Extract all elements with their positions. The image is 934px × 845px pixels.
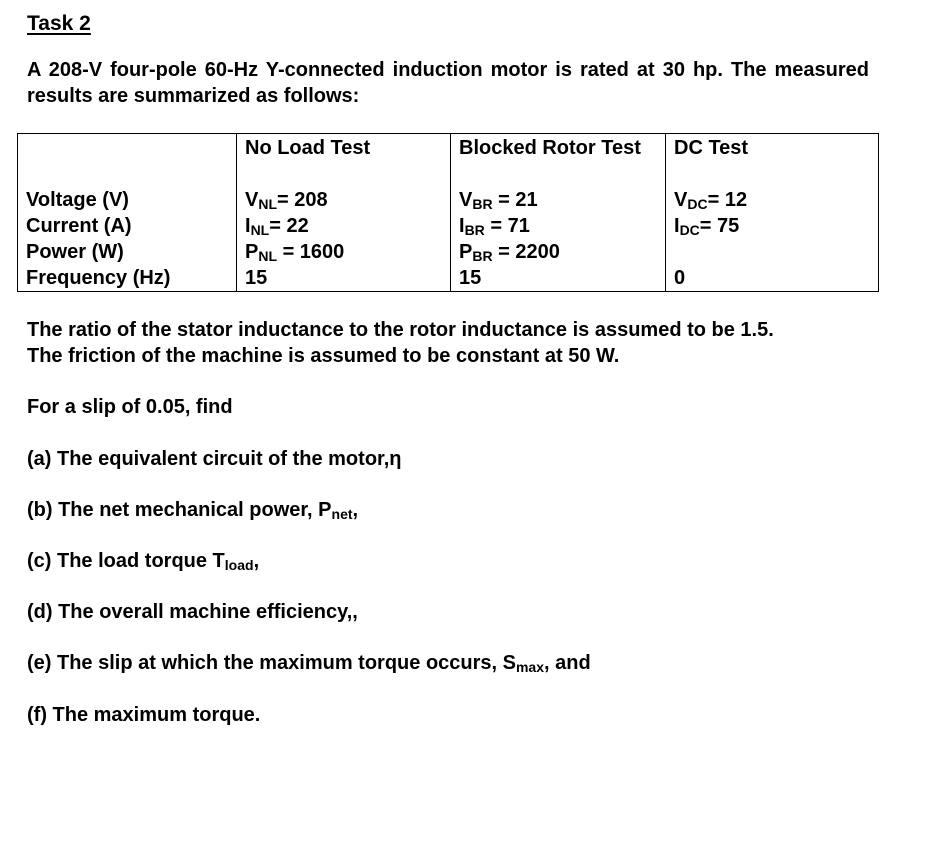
assumption-friction: The friction of the machine is assumed to be constant at 50 W. <box>27 345 620 367</box>
cell-fdc: 0 <box>666 265 879 292</box>
slip-prompt: For a slip of 0.05, find <box>27 396 233 418</box>
table-row-voltage <box>18 187 879 213</box>
cell-vdc: $V_{DC}= 12$ <box>666 187 879 213</box>
cell-vnl: $V_{NL}= 208$ <box>237 187 451 213</box>
question-e: (e) The slip at which the maximum torque occurs, $S_{max}$, and <box>27 652 591 675</box>
question-f: (f) The maximum torque. <box>27 704 261 726</box>
table-row-current <box>18 213 879 239</box>
row-label-power: Power (W) <box>18 239 237 265</box>
task-title: Task 2 <box>27 12 91 35</box>
cell-pnl: $P_{NL} = 1600$ <box>237 239 451 265</box>
row-label-voltage: Voltage (V) <box>18 187 237 213</box>
test-results-table <box>17 133 879 292</box>
question-c: (c) The load torque $T_{load}$, <box>27 550 260 573</box>
question-a: (a) The equivalent circuit of the motor,η <box>27 448 402 470</box>
row-label-current: Current (A) <box>18 213 237 239</box>
cell-pdc <box>666 239 879 265</box>
cell-ibr: $I_{BR} = 71$ <box>451 213 666 239</box>
header-dc: DC Test <box>666 134 879 188</box>
header-empty <box>18 134 237 188</box>
question-b: (b) The net mechanical power, $P_{net}$, <box>27 499 359 522</box>
question-d: (d) The overall machine efficiency,, <box>27 601 358 623</box>
cell-vbr: $V_{BR} = 21$ <box>451 187 666 213</box>
assumption-inductance-ratio: The ratio of the stator inductance to the rotor inductance is assumed to be 1.5. <box>27 319 774 341</box>
cell-idc: $I_{DC}= 75$ <box>666 213 879 239</box>
header-blocked-rotor: Blocked Rotor Test <box>451 134 666 188</box>
row-label-frequency: Frequency (Hz) <box>18 265 237 292</box>
table-row-frequency <box>18 265 879 292</box>
header-no-load: No Load Test <box>237 134 451 188</box>
intro-paragraph: A 208-V four-pole 60-Hz Y-connected induction motor is rated at 30 hp. The measured results are summarized as follows: <box>27 59 869 107</box>
cell-fnl: 15 <box>237 265 451 292</box>
cell-pbr: $P_{BR} = 2200$ <box>451 239 666 265</box>
cell-inl: $I_{NL}= 22$ <box>237 213 451 239</box>
cell-fbr: 15 <box>451 265 666 292</box>
table-row-power <box>18 239 879 265</box>
table-header-row <box>18 134 879 188</box>
